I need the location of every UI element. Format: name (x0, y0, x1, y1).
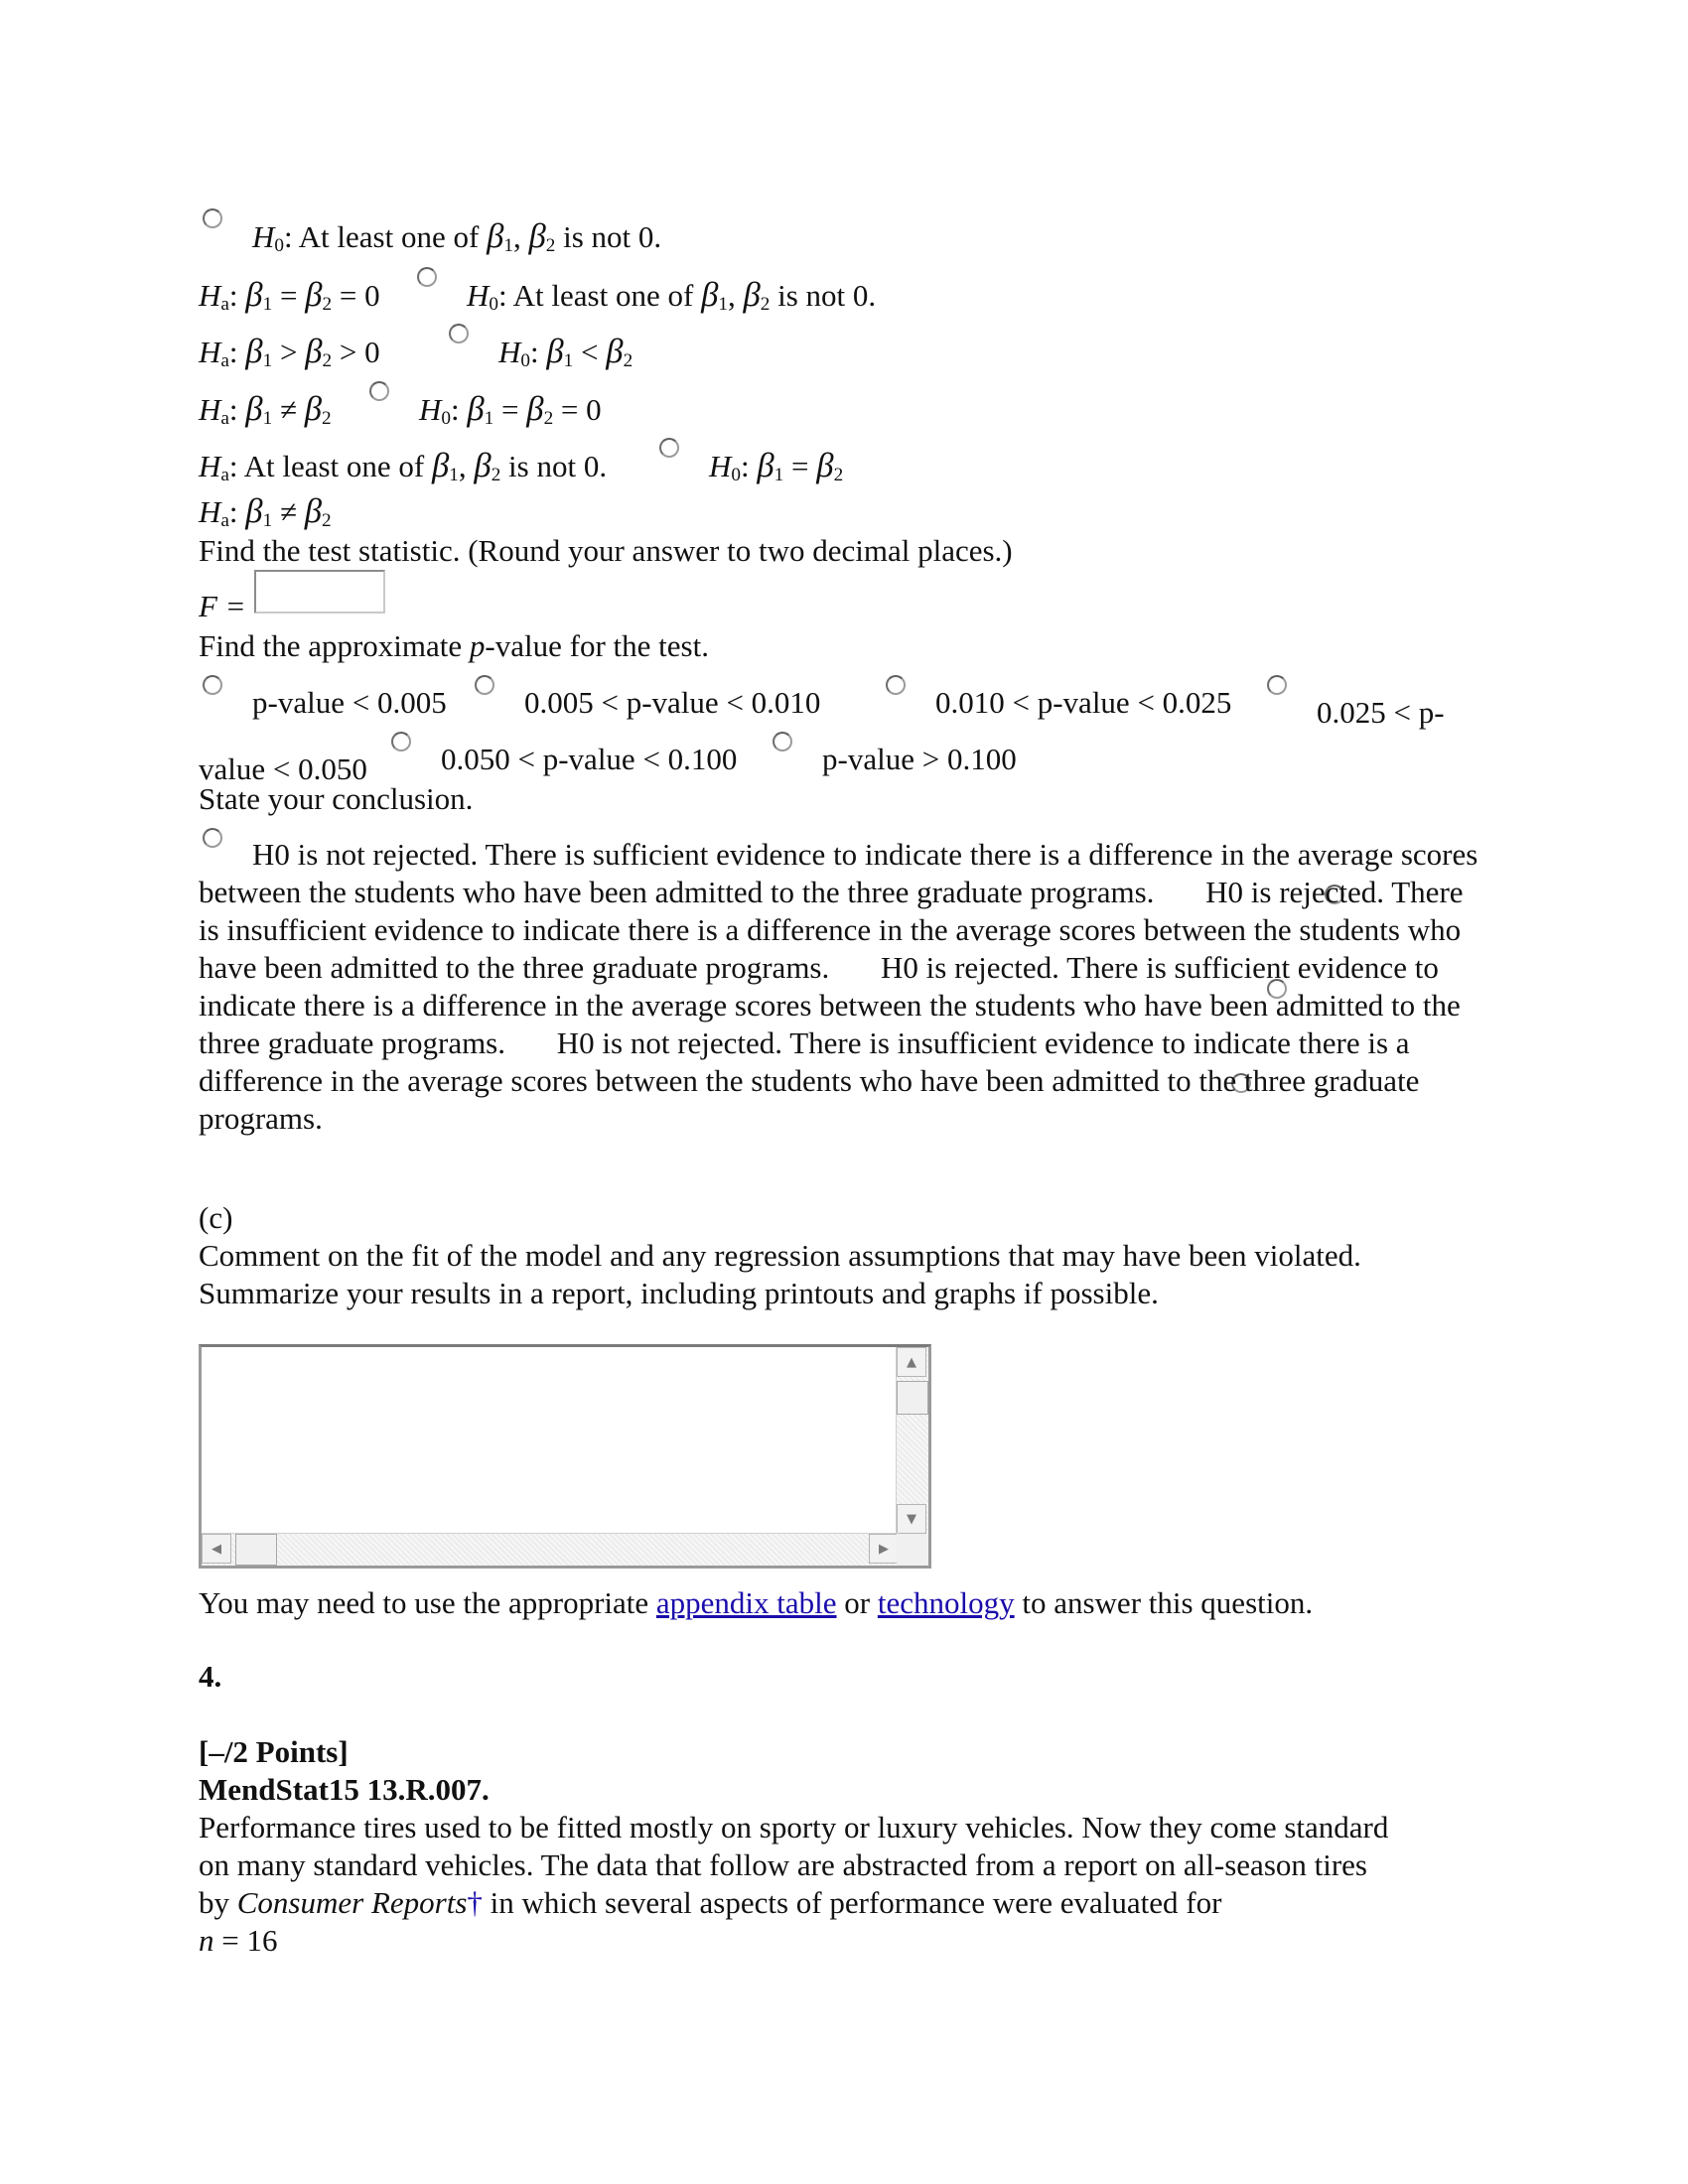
part-c-line-1: Comment on the fit of the model and any regression assumptions that may have been violated. (199, 1238, 1361, 1273)
question-4-points: [–/2 Points] (199, 1734, 349, 1769)
p-value-option-5-radio[interactable] (391, 732, 411, 751)
technology-link[interactable]: technology (877, 1585, 1015, 1620)
conclusion-prompt: State your conclusion. (199, 781, 474, 816)
textarea-resize-corner[interactable] (897, 1534, 928, 1566)
hypothesis-option-4-radio[interactable] (369, 381, 389, 401)
scroll-left-arrow-icon[interactable]: ◀ (202, 1534, 231, 1564)
footnote-dagger-link[interactable]: † (467, 1885, 483, 1920)
question-4-id: MendStat15 13.R.007. (199, 1772, 490, 1807)
p-value-option-1-label: p-value < 0.005 (252, 685, 447, 720)
hypothesis-option-2-ha: $H_a$: $\beta_1 > \beta_2 > 0$ (199, 332, 380, 372)
hypothesis-option-3-ha: $H_a$: $\beta_1 \ne \beta_2$ (199, 389, 332, 430)
horizontal-scroll-thumb[interactable] (235, 1534, 277, 1566)
f-statistic-input[interactable] (254, 570, 385, 614)
part-c-label: (c) (199, 1200, 233, 1235)
report-textarea[interactable] (199, 1344, 931, 1569)
appendix-table-link[interactable]: appendix table (655, 1585, 837, 1620)
scroll-down-arrow-icon[interactable]: ▼ (897, 1504, 926, 1534)
report-textarea-content[interactable] (208, 1353, 891, 1528)
hypothesis-option-4-ha: $H_a$: At least one of $\beta_1$, $\beta_2$ is not 0. (199, 446, 608, 486)
scroll-up-arrow-icon[interactable]: ▲ (897, 1347, 926, 1377)
help-text: You may need to use the appropriate appendix table or technology to answer this question. (199, 1585, 1314, 1620)
hypothesis-option-1-radio[interactable] (203, 208, 222, 228)
hypothesis-option-1-ha: $H_a$: $\beta_1 = \beta_2 = 0$ (199, 275, 380, 316)
hypothesis-option-2-h0: $H_0$: At least one of $\beta_1$, $\beta_2$ is not 0. (467, 275, 877, 316)
p-value-option-3-label: 0.010 < p-value < 0.025 (935, 685, 1232, 720)
vertical-scroll-thumb[interactable] (897, 1381, 928, 1415)
hypothesis-option-4-h0: $H_0$: $\beta_1 = \beta_2 = 0$ (419, 389, 602, 430)
p-value-prompt: Find the approximate p-value for the test. (199, 628, 709, 663)
scroll-right-arrow-icon[interactable]: ▶ (869, 1534, 899, 1564)
p-value-option-5-label: 0.050 < p-value < 0.100 (441, 742, 738, 776)
textarea-horizontal-scrollbar[interactable] (202, 1533, 899, 1566)
sample-size-line: n = 16 (199, 1923, 278, 1958)
conclusion-options-text (199, 836, 1489, 1138)
test-statistic-prompt: Find the test statistic. (Round your answer to two decimal places.) (199, 533, 1013, 568)
p-value-option-4-label: 0.025 < p-value < 0.050 (199, 695, 1445, 786)
textarea-vertical-scrollbar[interactable] (896, 1347, 928, 1534)
hypothesis-option-1-h0: $H_0$: At least one of $\beta_1$, $\beta_2$ is not 0. (252, 216, 662, 257)
question-4-text-line-3: by Consumer Reports† in which several aspects of performance were evaluated for (199, 1885, 1222, 1920)
p-value-option-6-label: p-value > 0.100 (822, 742, 1017, 776)
p-value-option-2-label: 0.005 < p-value < 0.010 (524, 685, 821, 720)
hypothesis-option-3-radio[interactable] (449, 324, 469, 343)
hypothesis-option-5-ha: $H_a$: $\beta_1 \ne \beta_2$ (199, 491, 332, 532)
question-4-text-line-1: Performance tires used to be fitted mostly on sporty or luxury vehicles. Now they come standard (199, 1810, 1389, 1844)
hypothesis-option-5-radio[interactable] (659, 438, 679, 458)
hypothesis-option-2-radio[interactable] (417, 267, 437, 287)
question-4-text-line-2: on many standard vehicles. The data that follow are abstracted from a report on all-season tires (199, 1847, 1368, 1882)
part-c-line-2: Summarize your results in a report, including printouts and graphs if possible. (199, 1276, 1159, 1310)
hypothesis-option-3-h0: $H_0$: $\beta_1 < \beta_2$ (498, 332, 633, 372)
hypothesis-option-5-h0: $H_0$: $\beta_1 = \beta_2$ (709, 446, 844, 486)
conclusion-option-2-label: H0 is rejected. There is insufficient evidence to indicate there is a difference in the average scores between the students who have been admitted to the three graduate programs. (199, 875, 1464, 985)
conclusion-option-4-label: H0 is not rejected. There is insufficient evidence to indicate there is a difference in the average scores between the students who have been admitted to the three graduate programs. (199, 1025, 1420, 1136)
conclusion-option-3-label: H0 is rejected. There is sufficient evidence to indicate there is a difference in the average scores between the students who have been admitted to the three graduate programs. (199, 950, 1461, 1060)
conclusion-option-1-label: H0 is not rejected. There is sufficient evidence to indicate there is a difference in the average scores between the students who have been admitted to the three graduate programs. (199, 837, 1478, 909)
p-value-option-6-radio[interactable] (773, 732, 792, 751)
question-4-number: 4. (199, 1659, 222, 1694)
f-label: F = (199, 589, 246, 623)
